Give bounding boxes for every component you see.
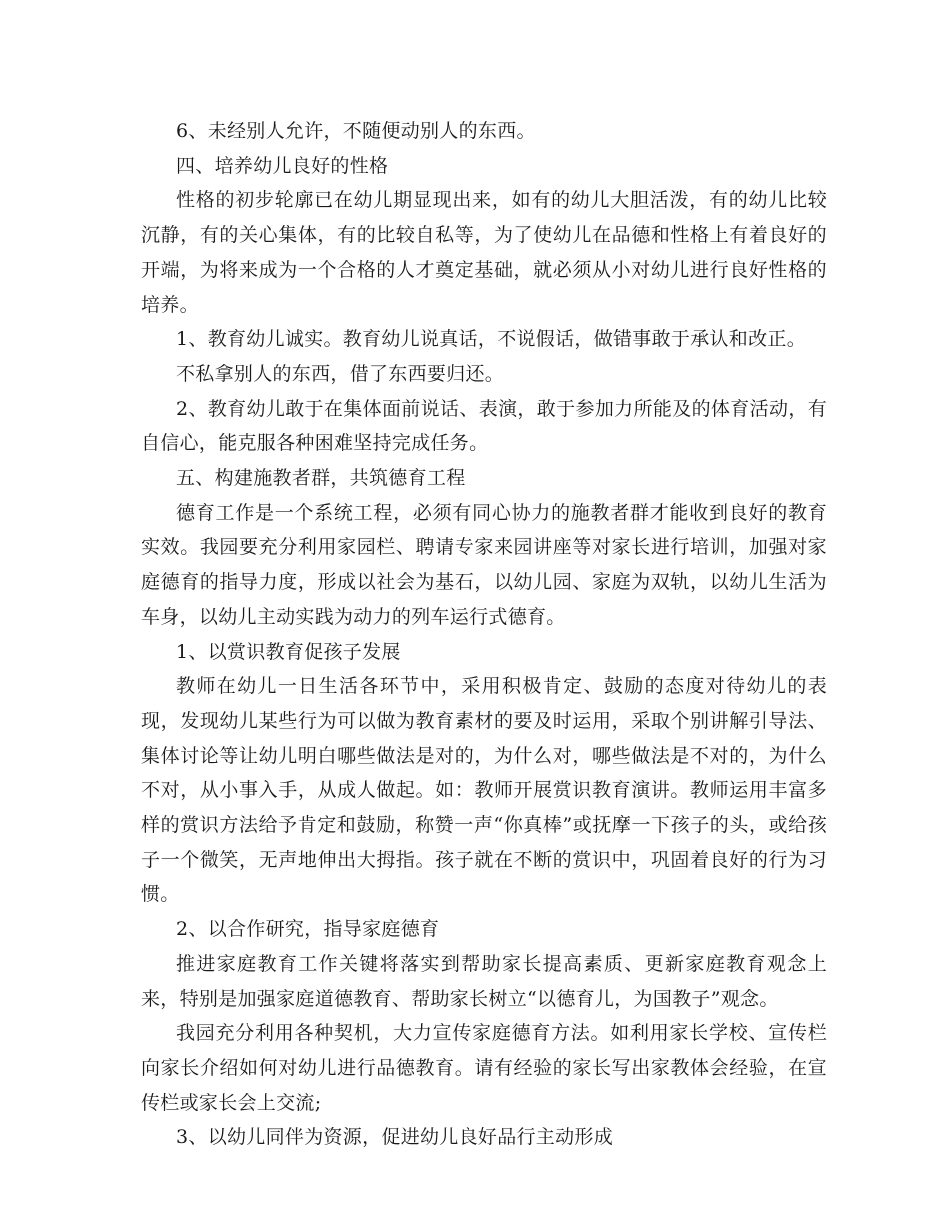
document-body bbox=[141, 114, 827, 1155]
paragraph: 性格的初步轮廓已在幼儿期显现出来，如有的幼儿大胆活泼，有的幼儿比较沉静，有的关心集体，有的比较自私等，为了使幼儿在品德和性格上有着良好的开端，为将来成为一个合格的人才奠定基础，就必须从小对幼儿进行良好性格的培养。 bbox=[141, 189, 827, 316]
paragraph: 2、教育幼儿敢于在集体面前说话、表演，敢于参加力所能及的体育活动，有自信心，能克服各种困难坚持完成任务。 bbox=[141, 397, 827, 455]
paragraph: 德育工作是一个系统工程，必须有同心协力的施教者群才能收到良好的教育实效。我园要充分利用家园栏、聘请专家来园讲座等对家长进行培训，加强对家庭德育的指导力度，形成以社会为基石，以幼儿园、家庭为双轨，以幼儿生活为车身，以幼儿主动实践为动力的列车运行式德育。 bbox=[141, 501, 827, 628]
paragraph: 1、教育幼儿诚实。教育幼儿说真话，不说假话，做错事敢于承认和改正。 bbox=[176, 328, 806, 351]
paragraph: 推进家庭教育工作关键将落实到帮助家长提高素质、更新家庭教育观念上来，特别是加强家庭道德教育、帮助家长树立“以德育儿，为国教子”观念。 bbox=[141, 952, 827, 1010]
paragraph: 不私拿别人的东西，借了东西要归还。 bbox=[176, 362, 505, 385]
subsection-heading: 1、以赏识教育促孩子发展 bbox=[176, 640, 401, 663]
paragraph: 教师在幼儿一日生活各环节中，采用积极肯定、鼓励的态度对待幼儿的表现，发现幼儿某些行为可以做为教育素材的要及时运用，采取个别讲解引导法、集体讨论等让幼儿明白哪些做法是对的，为什么对，哪些做法是不对的，为什么不对，从小事入手，从成人做起。如：教师开展赏识教育演讲。教师运用丰富多样的赏识方法给予肯定和鼓励，称赞一声“你真棒”或抚摩一下孩子的头，或给孩子一个微笑，无声地伸出大拇指。孩子就在不断的赏识中，巩固着良好的行为习惯。 bbox=[141, 675, 827, 906]
subsection-heading: 2、以合作研究，指导家庭德育 bbox=[176, 918, 440, 941]
subsection-heading: 3、以幼儿同伴为资源，促进幼儿良好品行主动形成 bbox=[176, 1126, 613, 1149]
paragraph: 我园充分利用各种契机，大力宣传家庭德育方法。如利用家长学校、宣传栏向家长介绍如何对幼儿进行品德教育。请有经验的家长写出家教体会经验，在宣传栏或家长会上交流; bbox=[141, 1022, 827, 1114]
paragraph: 6、未经别人允许，不随便动别人的东西。 bbox=[176, 120, 536, 142]
section-heading: 五、构建施教者群，共筑德育工程 bbox=[176, 467, 466, 490]
section-heading: 四、培养幼儿良好的性格 bbox=[176, 154, 389, 177]
